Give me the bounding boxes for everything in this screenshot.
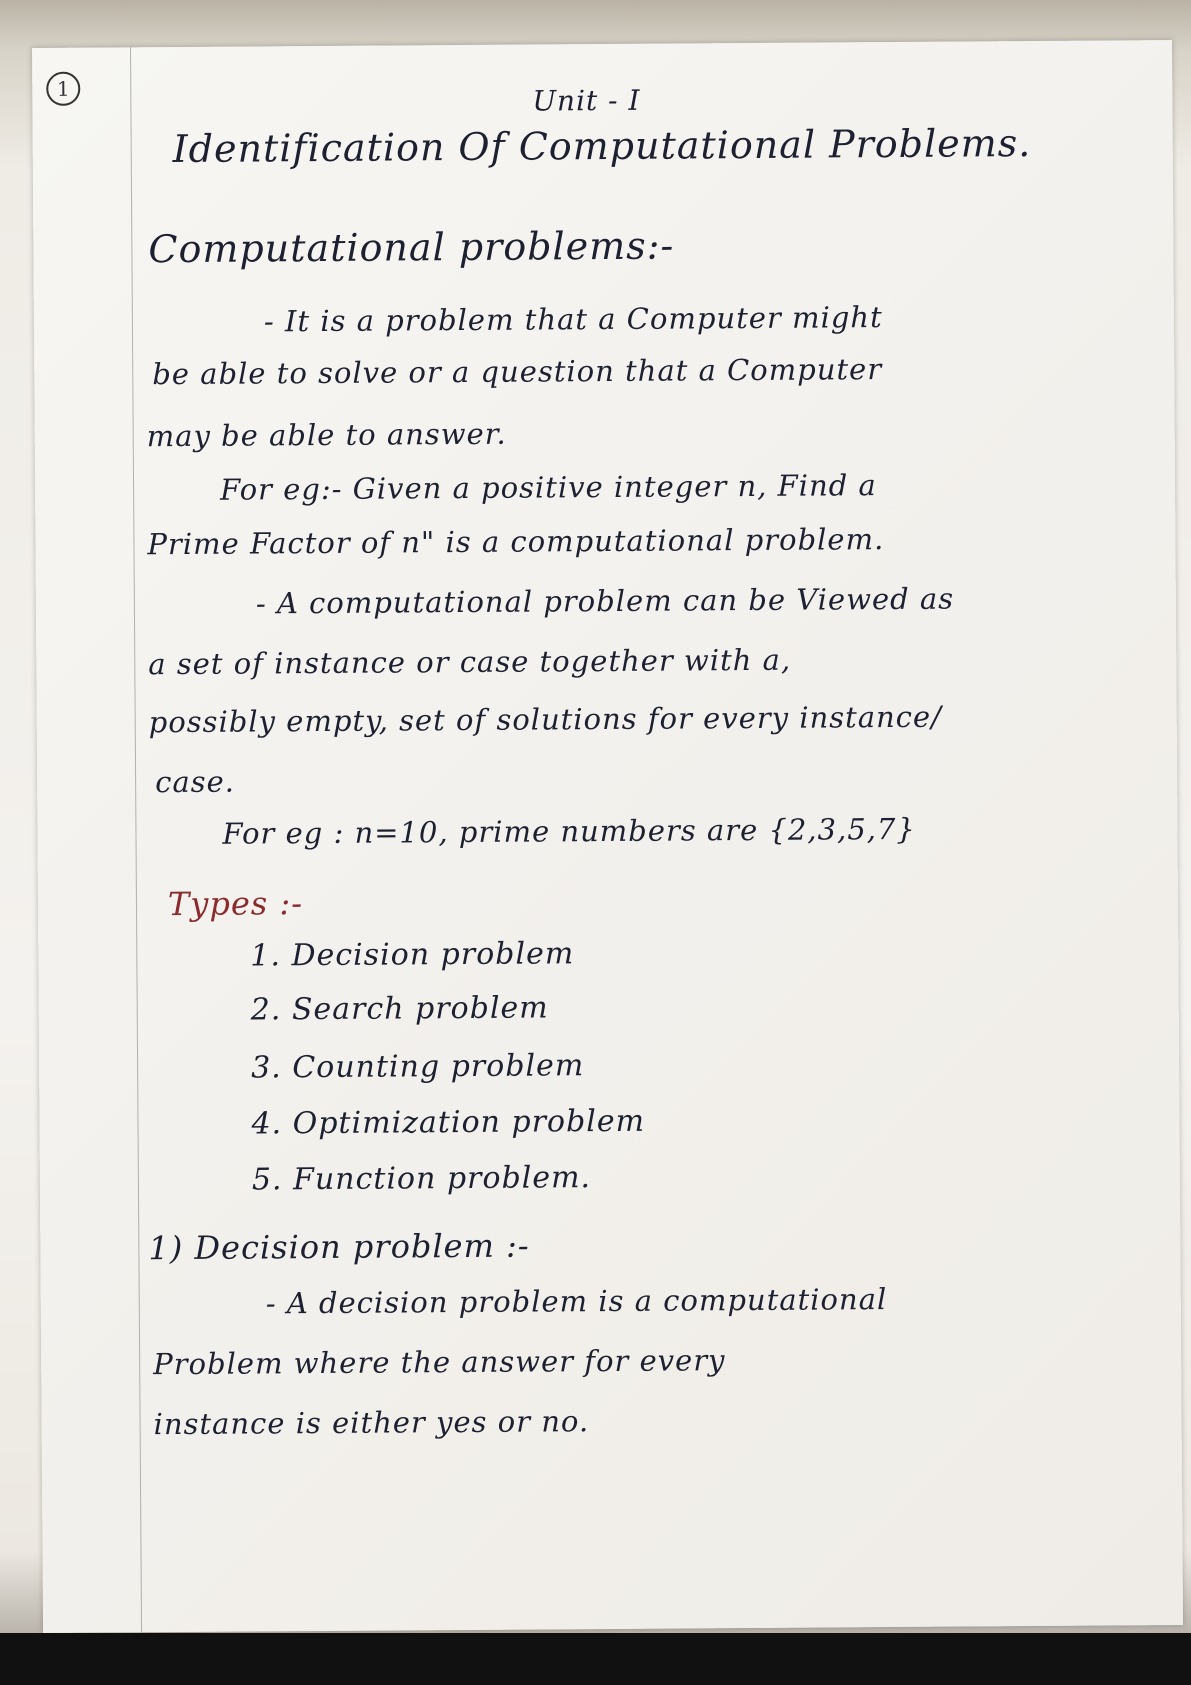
type-item: 4. Optimization problem — [251, 1103, 646, 1142]
decision-heading: 1) Decision problem :- — [148, 1226, 530, 1268]
bottom-black-bar — [0, 1633, 1191, 1685]
decision-line: Problem where the answer for every — [153, 1343, 726, 1382]
viewed-line: possibly empty, set of solutions for every instance/ — [148, 699, 943, 740]
unit-label: Unit - I — [532, 83, 641, 118]
type-item: 3. Counting problem — [251, 1048, 585, 1086]
definition-line: be able to solve or a question that a Computer — [152, 352, 883, 392]
viewed-line: case. — [155, 764, 236, 800]
types-heading: Types :- — [167, 884, 304, 924]
section-heading: Computational problems:- — [148, 223, 675, 272]
example-line: For eg:- Given a positive integer n, Find a — [219, 468, 877, 507]
type-item: 2. Search problem — [250, 990, 549, 1028]
definition-line: - It is a problem that a Computer might — [263, 300, 883, 339]
notebook-page — [32, 40, 1183, 1633]
viewed-line: - A computational problem can be Viewed as — [255, 581, 955, 621]
definition-line: may be able to answer. — [146, 416, 507, 454]
page-title: Identification Of Computational Problems. — [172, 121, 1032, 172]
page-number: 1 — [46, 72, 80, 106]
type-item: 1. Decision problem — [250, 936, 575, 974]
example-line: Prime Factor of n" is a computational problem. — [147, 522, 885, 562]
margin-line — [130, 47, 142, 1632]
decision-line: - A decision problem is a computational — [265, 1282, 888, 1321]
viewed-line: a set of instance or case together with a, — [148, 642, 792, 682]
type-item: 5. Function problem. — [251, 1160, 592, 1198]
example-line: For eg : n=10, prime numbers are {2,3,5,7} — [222, 811, 916, 851]
decision-line: instance is either yes or no. — [153, 1404, 590, 1442]
